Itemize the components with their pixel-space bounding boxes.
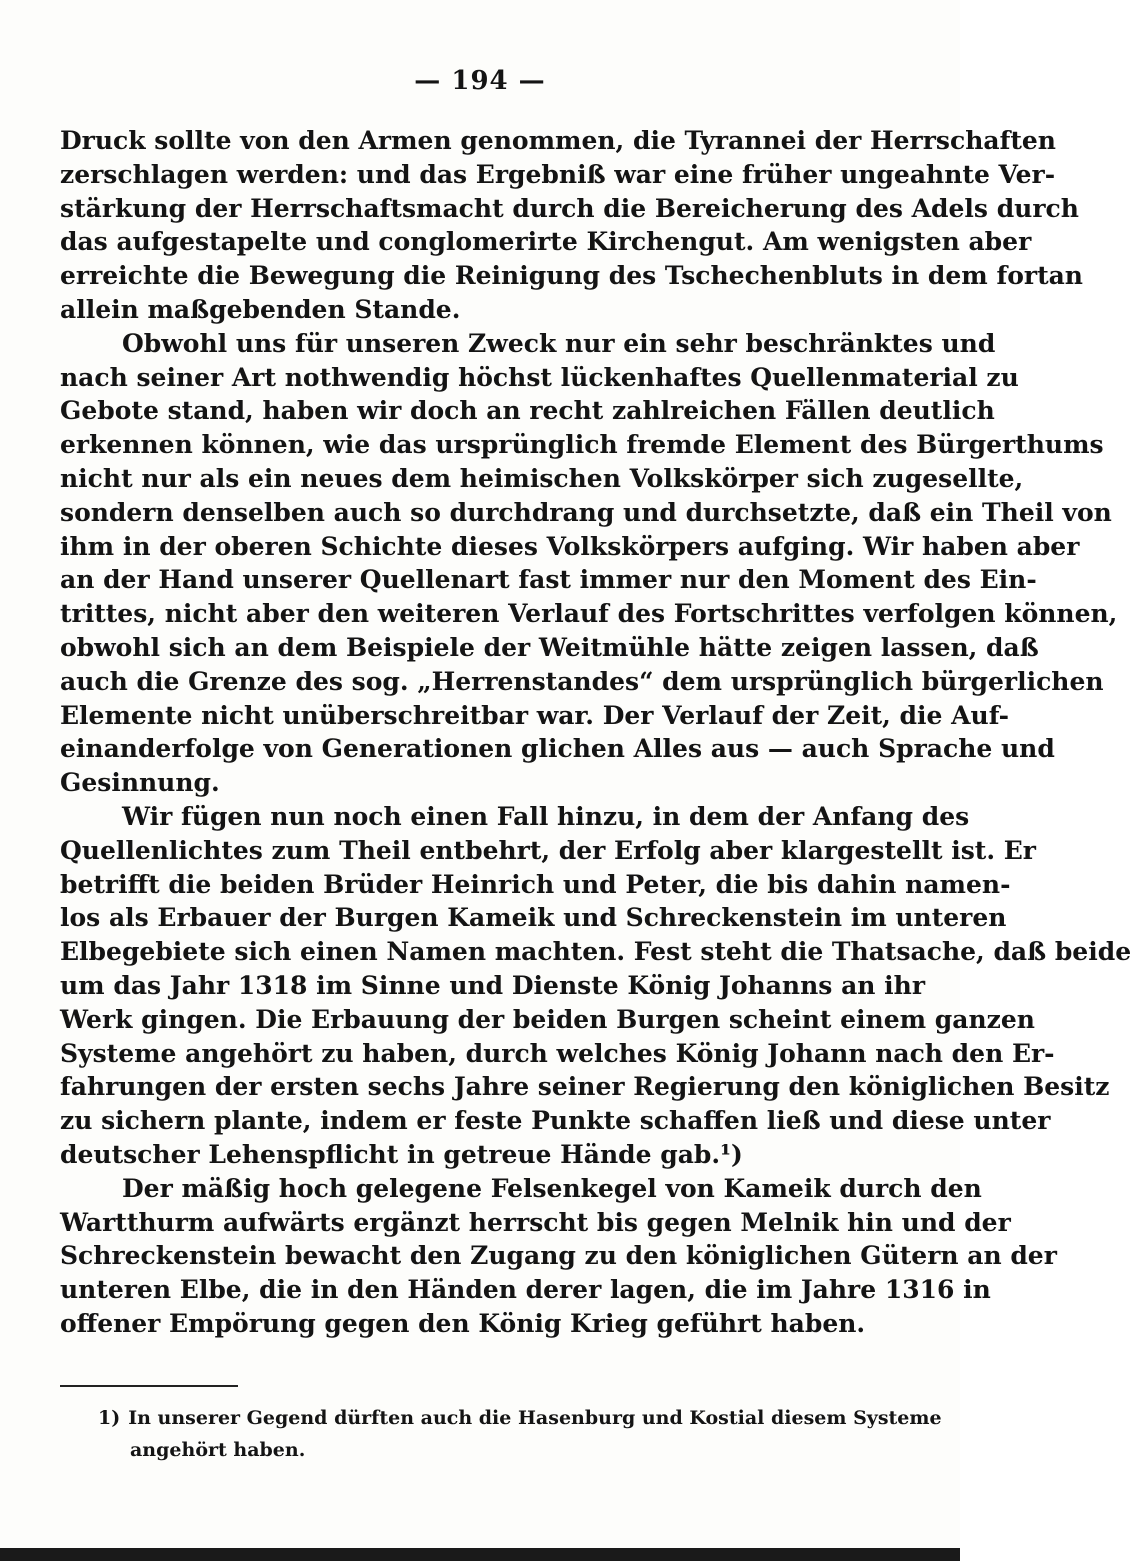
paragraph-3 (60, 800, 1131, 1172)
text-line: allein maßgebenden Stande. (60, 294, 461, 324)
text-line: zerschlagen werden: und das Ergebniß war eine früher ungeahnte Ver- (60, 159, 1056, 189)
text-line: sondern denselben auch so durchdrang und durchsetzte, daß ein Theil von (60, 497, 1112, 527)
text-line: obwohl sich an dem Beispiele der Weitmühle hätte zeigen lassen, daß (60, 632, 1039, 662)
text-line: trittes, nicht aber den weiteren Verlauf des Fortschrittes verfolgen können, (60, 599, 1118, 629)
text-line: stärkung der Herrschaftsmacht durch die Bereicherung des Adels durch (60, 193, 1079, 223)
text-line: erreichte die Bewegung die Reinigung des Tschechenbluts in dem fortan (60, 261, 1083, 291)
footnote-text: In unserer Gegend dürften auch die Hasenburg und Kostial diesem Systeme (128, 1407, 942, 1429)
footnote-line (98, 1402, 942, 1434)
scan-bottom-edge (0, 1548, 960, 1561)
text-line: Wir fügen nun noch einen Fall hinzu, in dem der Anfang des (122, 801, 970, 831)
text-line: ihm in der oberen Schichte dieses Volkskörpers aufging. Wir haben aber (60, 531, 1080, 561)
text-line: deutscher Lehenspflicht in getreue Hände gab.¹) (60, 1139, 743, 1169)
text-line: nach seiner Art nothwendig höchst lückenhaftes Quellenmaterial zu (60, 362, 1019, 392)
text-line: betrifft die beiden Brüder Heinrich und Peter, die bis dahin namen- (60, 869, 1011, 899)
text-line: Quellenlichtes zum Theil entbehrt, der Erfolg aber klargestellt ist. Er (60, 835, 1036, 865)
text-line: Druck sollte von den Armen genommen, die Tyrannei der Herrschaften (60, 126, 1056, 155)
text-line: Wartthurm aufwärts ergänzt herrscht bis gegen Melnik hin und der (60, 1207, 1011, 1237)
text-line: los als Erbauer der Burgen Kameik und Schreckenstein im unteren (60, 903, 1007, 933)
text-line: Schreckenstein bewacht den Zugang zu den königlichen Gütern an der (60, 1241, 1057, 1271)
text-line: um das Jahr 1318 im Sinne und Dienste König Johanns an ihr (60, 970, 925, 1000)
text-line: einanderfolge von Generationen glichen Alles aus — auch Sprache und (60, 734, 1055, 764)
footnote-line: angehört haben. (130, 1439, 306, 1461)
text-line: Elbegebiete sich einen Namen machten. Fest steht die Thatsache, daß beide (60, 937, 1131, 967)
text-line: auch die Grenze des sog. „Herrenstandes“ dem ursprünglich bürgerlichen (60, 666, 1104, 696)
paragraph-1 (60, 124, 1083, 327)
text-line: Gebote stand, haben wir doch an recht zahlreichen Fällen deutlich (60, 396, 995, 426)
text-line: Werk gingen. Die Erbauung der beiden Burgen scheint einem ganzen (60, 1004, 1035, 1034)
body-text (60, 124, 1131, 1341)
paragraph-4 (60, 1172, 1057, 1341)
footnote-divider (60, 1385, 238, 1387)
footnote-marker: 1) (98, 1407, 121, 1429)
text-line: an der Hand unserer Quellenart fast immer nur den Moment des Ein- (60, 565, 1037, 595)
text-line: das aufgestapelte und conglomerirte Kirchengut. Am wenigsten aber (60, 227, 1032, 257)
text-line: Obwohl uns für unseren Zweck nur ein sehr beschränktes und (122, 328, 996, 358)
page-number: — 194 — (414, 66, 546, 96)
paragraph-2 (60, 327, 1118, 800)
text-line: Systeme angehört zu haben, durch welches König Johann nach den Er- (60, 1038, 1055, 1068)
text-line: zu sichern plante, indem er feste Punkte schaffen ließ und diese unter (60, 1106, 1051, 1136)
footnote (98, 1402, 942, 1466)
text-line: nicht nur als ein neues dem heimischen Volkskörper sich zugesellte, (60, 463, 1024, 493)
text-line: fahrungen der ersten sechs Jahre seiner Regierung den königlichen Besitz (60, 1072, 1110, 1102)
text-line: erkennen können, wie das ursprünglich fremde Element des Bürgerthums (60, 430, 1104, 460)
text-line: Der mäßig hoch gelegene Felsenkegel von Kameik durch den (122, 1173, 982, 1203)
text-line: Gesinnung. (60, 768, 220, 798)
text-line: Elemente nicht unüberschreitbar war. Der Verlauf der Zeit, die Auf- (60, 700, 1009, 730)
text-line: offener Empörung gegen den König Krieg geführt haben. (60, 1308, 866, 1338)
text-line: unteren Elbe, die in den Händen derer lagen, die im Jahre 1316 in (60, 1275, 991, 1305)
